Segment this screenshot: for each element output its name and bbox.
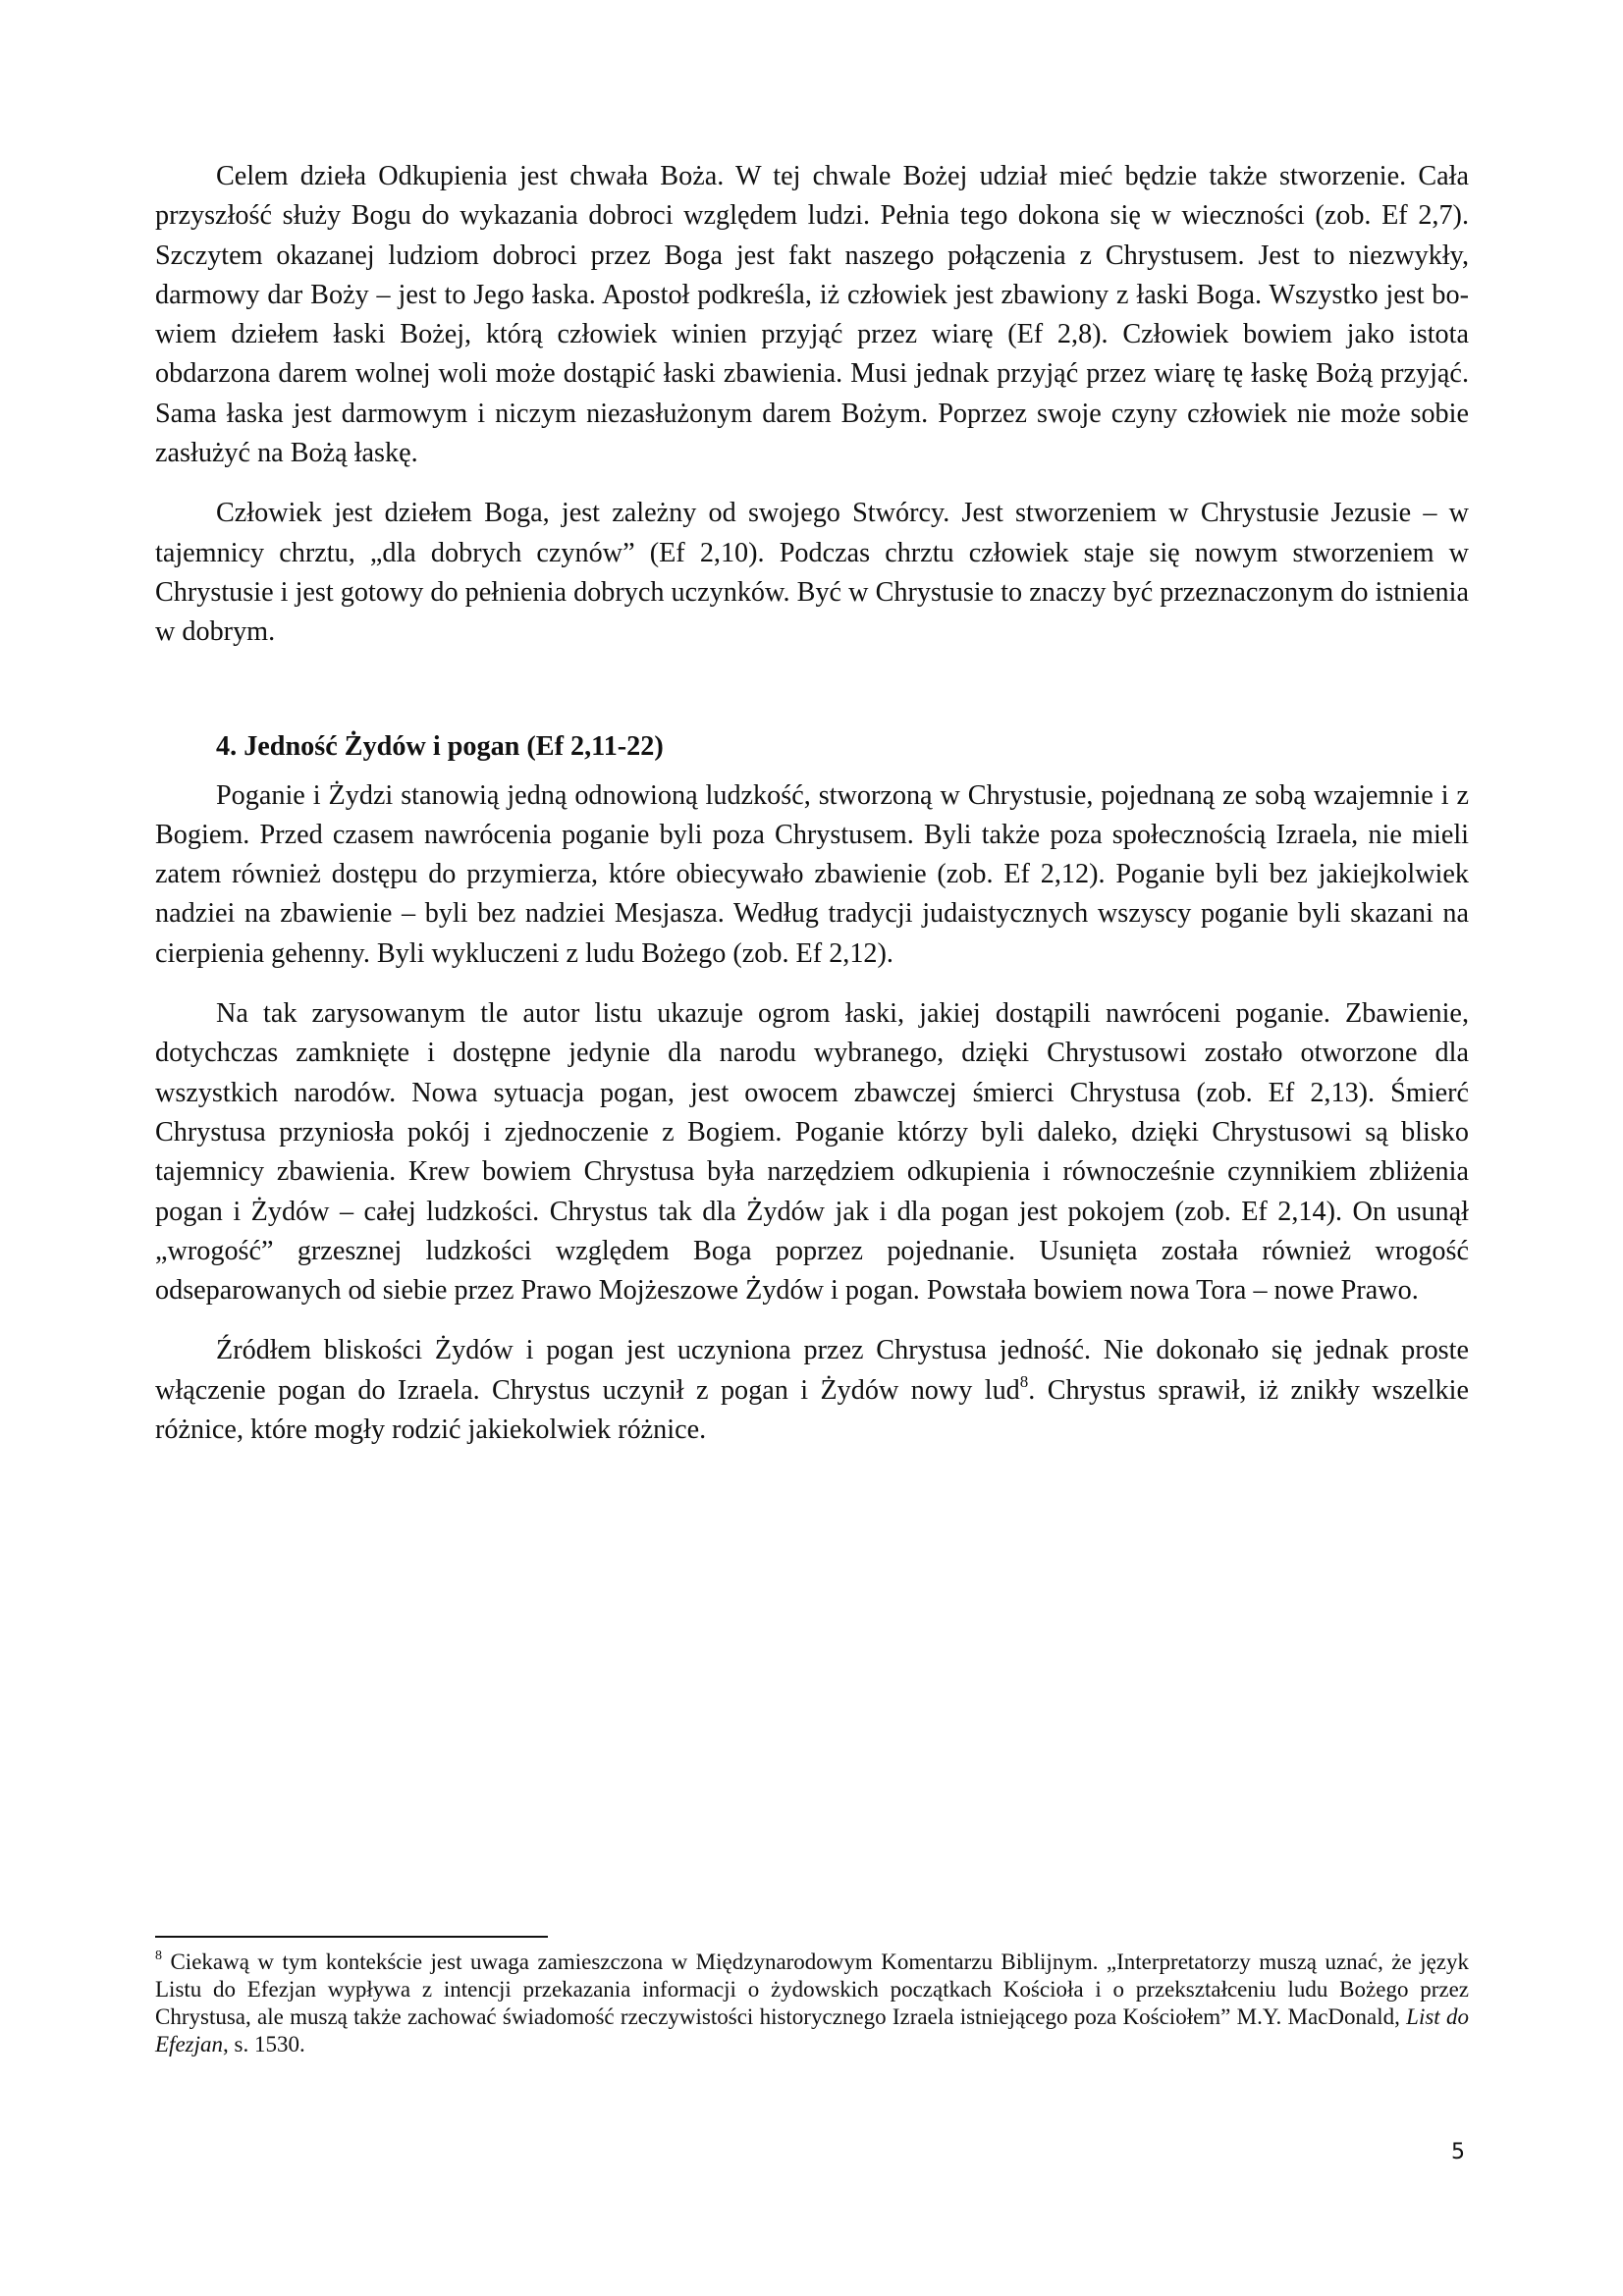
footnote-cited-title: List do Efezjan bbox=[155, 2004, 1469, 2056]
section-heading: 4. Jedność Żydów i pogan (Ef 2,11-22) bbox=[216, 730, 664, 762]
footnote-8 bbox=[155, 1949, 1469, 2058]
footnotes-area bbox=[155, 1949, 1469, 2058]
paragraph-4: Na tak zarysowanym tle autor listu ukazuje ogrom łaski, jakiej dostąpili nawróceni poganie. Zbawienie, dotychczas zamknięte i dostępne jedynie dla narodu wybranego, dzięki Chrystusowi zostało otworzone dla wszystkich narodów. Nowa sytuacja pogan, jest owocem zbawczej śmierci Chrystusa (zob. Ef 2,13). Śmierć Chrystusa przyniosła pokój i zjednoczenie z Bogiem. Poganie którzy byli daleko, dzięki Chrystusowi są blisko tajemnicy zbawienia. Krew bowiem Chrystusa była narzędziem odkupienia i równocześnie czynnikiem zbliżenia pogan i Żydów – całej ludzkości. Chrystus tak dla Żydów jak i dla pogan jest pokojem (zob. Ef 2,14). On usunął „wrogość” grzesznej ludzkości względem Boga poprzez pojednanie. Usunięta została również wrogość odseparowanych od siebie przez Prawo Mojżeszowe Żydów i pogan. Powstała bowiem nowa Tora – nowe Prawo. bbox=[155, 998, 1469, 1307]
page-number: 5 bbox=[1451, 2140, 1465, 2164]
footnote-number: 8 bbox=[155, 1949, 162, 1963]
footnote-separator bbox=[155, 1936, 548, 1938]
paragraph-3: Poganie i Żydzi stanowią jedną odnowioną ludzkość, stworzoną w Chrystusie, pojednaną ze sobą wzajemnie i z Bogiem. Przed czasem nawrócenia poganie byli poza Chrystusem. Byli także poza społecznością Izraela, nie mieli zatem również dostępu do przymierza, które obiecywało zbawienie (zob. Ef 2,12). Poganie byli bez jakiejkolwiek nadziei na zbawienie – byli bez nadziei Mesjasza. Według tradycji judaistycznych wszyscy poganie byli skazani na cierpienia gehenny. Byli wykluczeni z ludu Bożego (zob. Ef 2,12). bbox=[155, 779, 1469, 969]
paragraph-5 bbox=[155, 1331, 1469, 1450]
footnote-reference[interactable]: 8 bbox=[1019, 1371, 1029, 1391]
paragraph-5-text-end: . Chrystus sprawił, iż znikły wszelkie różnice, które mogły rodzić jakiekolwiek różnice. bbox=[155, 1374, 1469, 1446]
footnote-text: Ciekawą w tym kontekście jest uwaga zamieszczona w Międzynarodowym Komentarzu Biblijnym. „Interpretatorzy muszą uznać, że język Listu do Efezjan wypływa z intencji przekazania informacji o żydowskich początkach Kościoła i o przekształceniu ludu Bożego przez Chrystusa, ale muszą także zachować świadomość rzeczywistości historycznego Izraela istniejącego poza Kościołem” M.Y. MacDonald, bbox=[155, 1949, 1469, 2029]
paragraph-1: Celem dzieła Odkupienia jest chwała Boża. W tej chwale Bożej udział mieć będzie także stworzenie. Cała przyszłość służy Bogu do wykazania dobroci względem ludzi. Pełnia tego dokona się w wieczności (zob. Ef 2,7). Szczytem okazanej ludziom dobroci przez Boga jest fakt naszego połączenia z Chrystusem. Jest to niezwykły, darmowy dar Boży – jest to Jego łaska. Apostoł podkreśla, iż człowiek jest zbawiony z łaski Boga. Wszystko jest bowiem dziełem łaski Bożej, którą człowiek winien przyjąć przez wiarę (Ef 2,8). Człowiek bowiem jako istota obdarzona darem wolnej woli może dostąpić łaski zbawienia. Musi jednak przyjąć przez wiarę tę łaskę Bożą przyjąć. Sama łaska jest darmowym i niczym niezasłużonym darem Bożym. Poprzez swoje czyny człowiek nie może sobie zasłużyć na Bożą łaskę. bbox=[155, 161, 1469, 469]
paragraph-2: Człowiek jest dziełem Boga, jest zależny od swojego Stwórcy. Jest stworzeniem w Chrystusie Jezusie – w tajemnicy chrztu, „dla dobrych czynów” (Ef 2,10). Podczas chrztu człowiek staje się nowym stworzeniem w Chrystusie i jest gotowy do pełnienia dobrych uczynków. Być w Chrystusie to znaczy być przeznaczonym do istnienia w dobrym. bbox=[155, 498, 1469, 648]
footnote-text-end: , s. 1530. bbox=[223, 2032, 305, 2056]
section-spacer bbox=[155, 673, 1469, 727]
paragraph-5-text-start: Źródłem bliskości Żydów i pogan jest uczyniona przez Chrystusa jedność. Nie dokonało się jednak proste włączenie pogan do Izraela. Chrystus uczynił z pogan i Żydów nowy lud bbox=[155, 1335, 1469, 1406]
page-body bbox=[155, 157, 1469, 1470]
